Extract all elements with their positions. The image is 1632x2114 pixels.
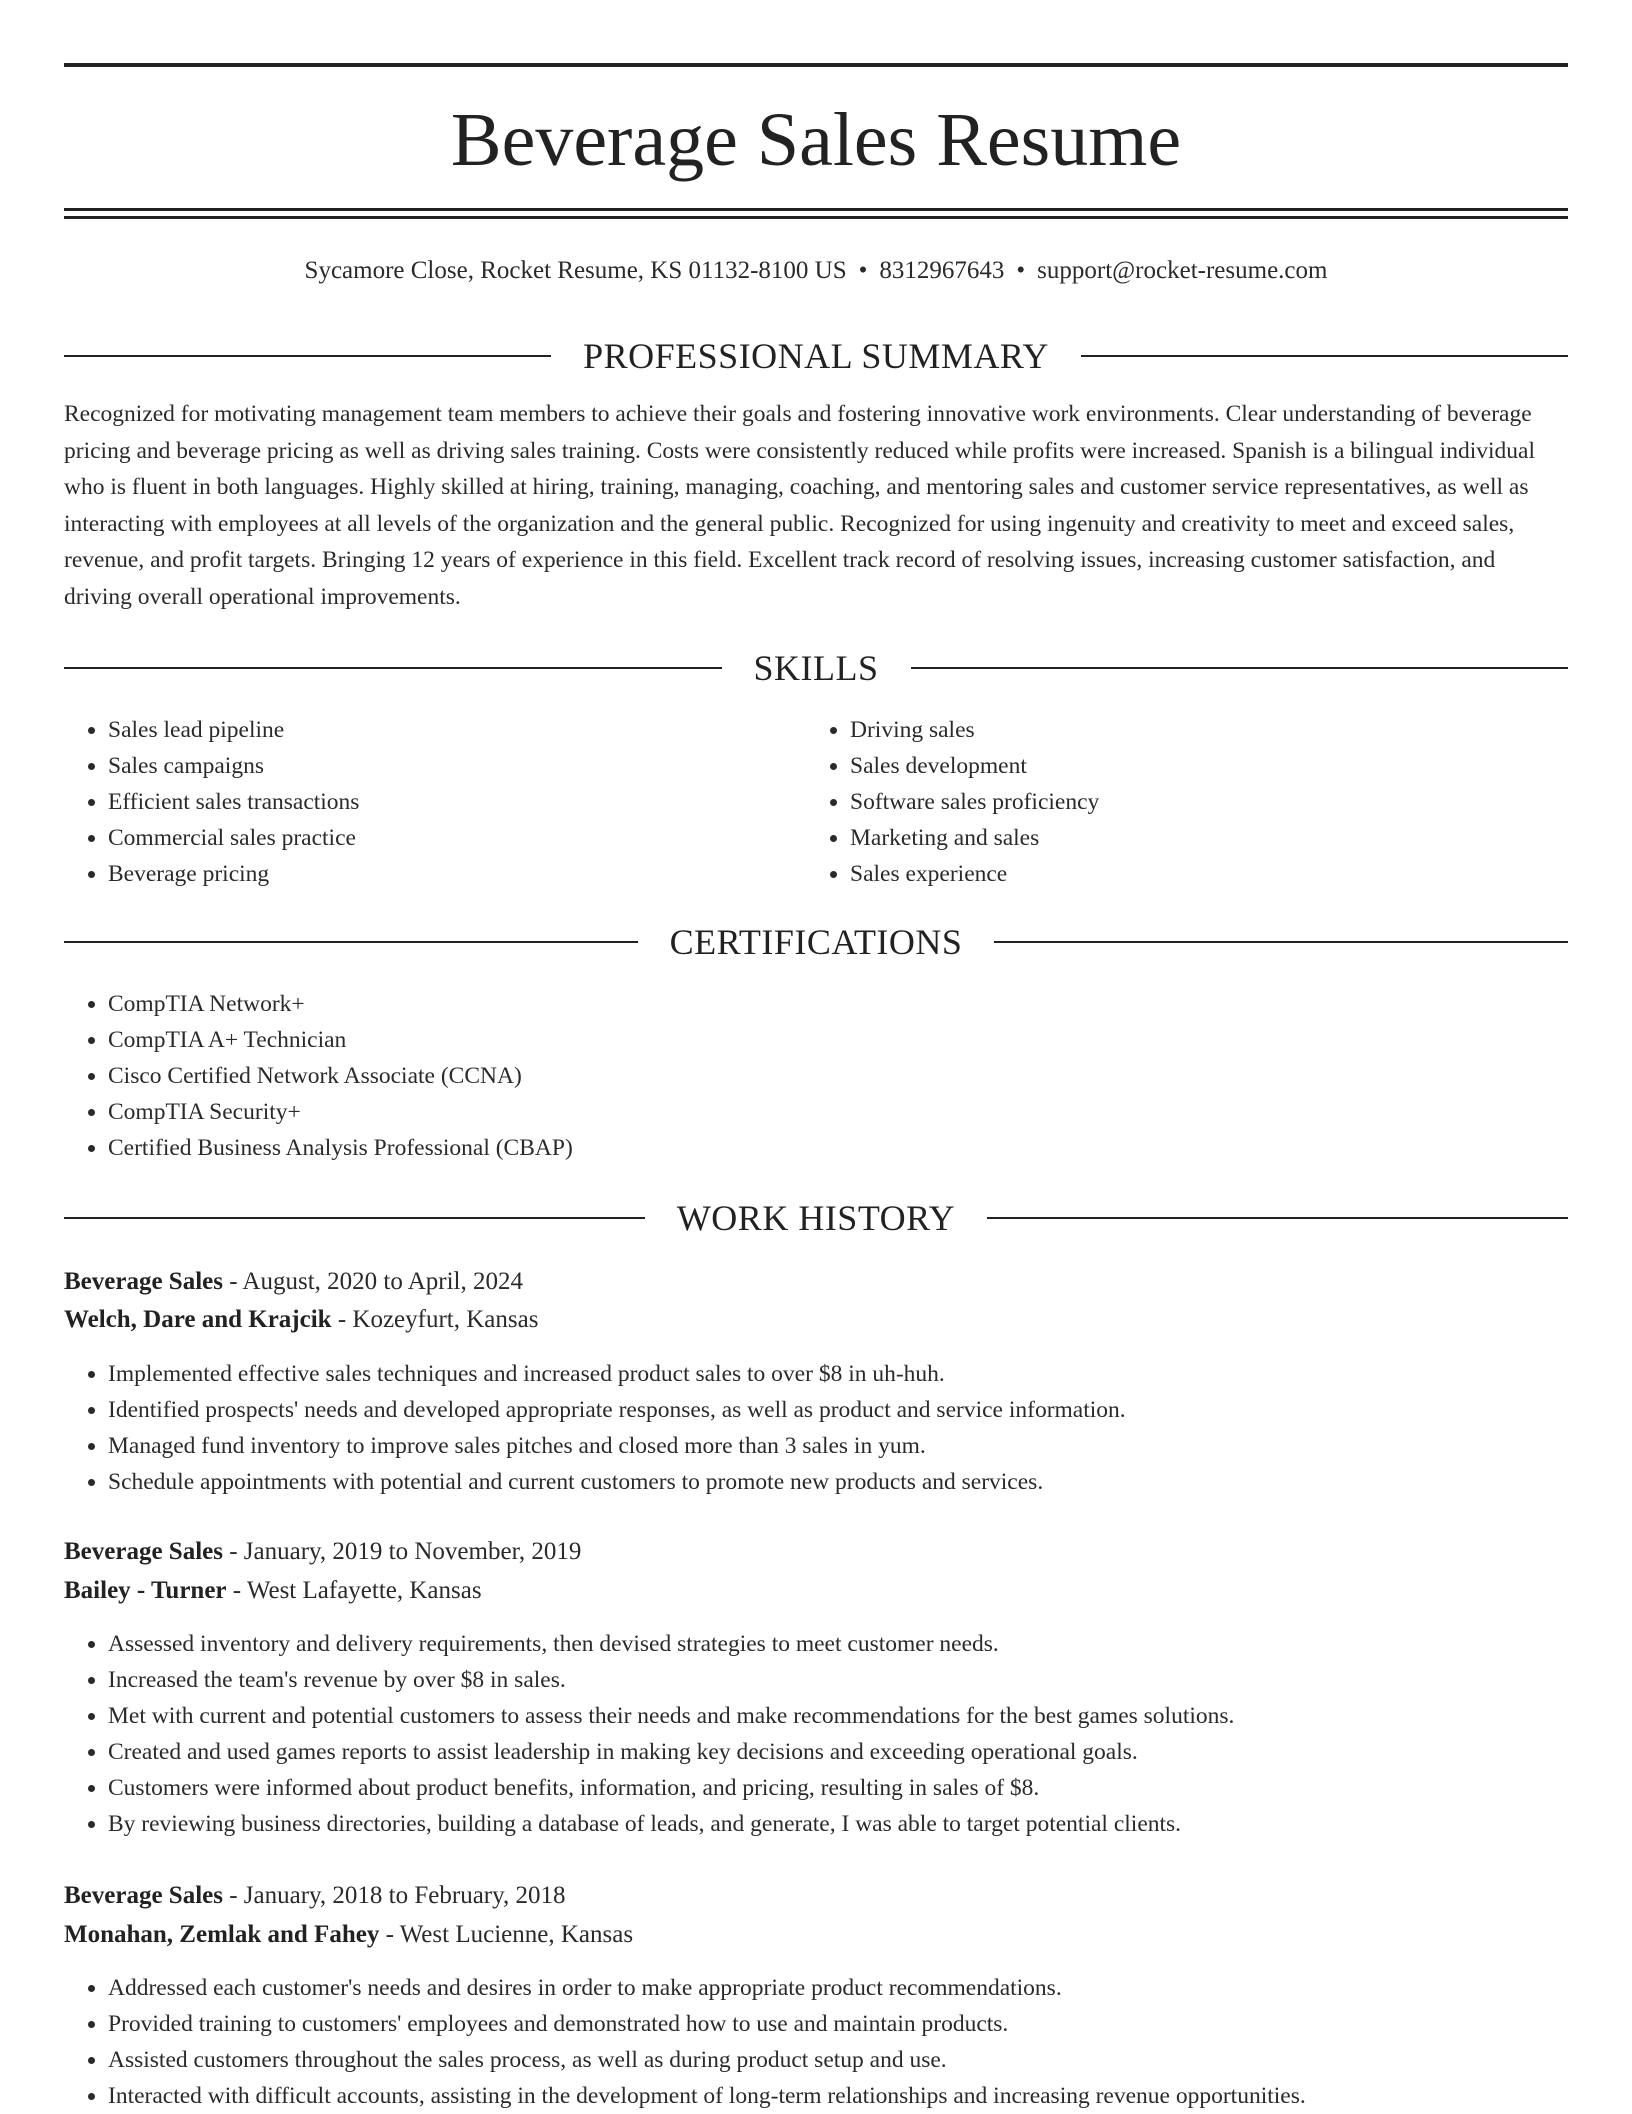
section-header-work-history (64, 1196, 1568, 1240)
section-header-certifications (64, 920, 1568, 964)
contact-email: support@rocket-resume.com (1037, 257, 1328, 284)
summary-paragraph: Recognized for motivating management team members to achieve their goals and fostering innovative work environments. Clear understanding of beverage pricing and beverage pricing as well as driving sales training. Costs were consistently reduced while profits were increased. Spanish is a bilingual individual who is fluent in both languages. Highly skilled at hiring, training, managing, coaching, and mentoring sales and customer service representatives, as well as interacting with employees at all levels of the organization and the general public. Recognized for using ingenuity and creativity to meet and exceed sales, revenue, and profit targets. Bringing 12 years of experience in this field. Excellent track record of resolving issues, increasing customer satisfaction, and driving overall operational improvements. (64, 401, 1535, 610)
job-title: Beverage Sales (64, 1268, 223, 1295)
section-rule (64, 667, 722, 669)
skills-list-right (806, 712, 1550, 892)
job-bullet: • Schedule appointments with potential and current customers to promote new products and services. (108, 1464, 1568, 1500)
certifications-list (64, 986, 1568, 1166)
job-dates: - August, 2020 to April, 2024 (222, 1268, 523, 1295)
certification-item: • Cisco Certified Network Associate (CCNA) (108, 1058, 1568, 1094)
section-title-certifications: CERTIFICATIONS (669, 922, 963, 962)
job-dates: - January, 2018 to February, 2018 (222, 1882, 566, 1909)
job-bullets (64, 1626, 1568, 1842)
skill-item: • Sales experience (850, 856, 1550, 892)
skill-item: • Software sales proficiency (850, 784, 1550, 820)
job-bullet: • Assisted customers throughout the sales process, as well as during product setup and use. (108, 2042, 1568, 2078)
job-dates: - January, 2019 to November, 2019 (222, 1538, 582, 1565)
section-rule (64, 941, 638, 943)
contact-address: Sycamore Close, Rocket Resume, KS 01132-8100 US (304, 257, 847, 284)
job-location: - Kozeyfurt, Kansas (331, 1306, 539, 1333)
skill-item: • Sales campaigns (108, 748, 808, 784)
job-company: Monahan, Zemlak and Fahey (64, 1921, 380, 1948)
job-title-line (64, 1264, 1568, 1300)
job-company-line (64, 1917, 1568, 1953)
job-bullet: • By reviewing business directories, building a database of leads, and generate, I was able to target potential clients. (108, 1806, 1568, 1842)
job-bullets (64, 1970, 1568, 2114)
section-header-skills (64, 646, 1568, 690)
skill-item: • Beverage pricing (108, 856, 808, 892)
job-title: Beverage Sales (64, 1882, 223, 1909)
top-rule (64, 63, 1568, 67)
contact-separator: • (1016, 257, 1026, 284)
section-title-work-history: WORK HISTORY (676, 1198, 956, 1238)
skills-list-left (64, 712, 808, 892)
section-rule (64, 355, 551, 357)
certification-item: • CompTIA A+ Technician (108, 1022, 1568, 1058)
contact-separator: • (858, 257, 868, 284)
job-company: Bailey - Turner (64, 1577, 227, 1604)
job-bullet: • Addressed each customer's needs and desires in order to make appropriate product recommendations. (108, 1970, 1568, 2006)
resume-title: Beverage Sales Resume (450, 98, 1182, 182)
job-bullet: • Provided training to customers' employees and demonstrated how to use and maintain products. (108, 2006, 1568, 2042)
section-header-summary (64, 334, 1568, 378)
certification-item: • CompTIA Network+ (108, 986, 1568, 1022)
job-bullet: • Met with current and potential customers to assess their needs and make recommendations for the best games solutions. (108, 1698, 1568, 1734)
section-rule (987, 1217, 1568, 1219)
section-title-skills: SKILLS (753, 648, 879, 688)
job-title-line (64, 1534, 1568, 1570)
contact-phone: 8312967643 (879, 257, 1005, 284)
job-bullet: • Managed fund inventory to improve sales pitches and closed more than 3 sales in yum. (108, 1428, 1568, 1464)
section-rule (64, 1217, 645, 1219)
skill-item: • Efficient sales transactions (108, 784, 808, 820)
job-title-line (64, 1878, 1568, 1914)
job-bullet: • Created and used games reports to assist leadership in making key decisions and exceeding operational goals. (108, 1734, 1568, 1770)
certification-item: • Certified Business Analysis Professional (CBAP) (108, 1130, 1568, 1166)
contact-line (64, 254, 1568, 288)
job-bullet: • Increased the team's revenue by over $8 in sales. (108, 1662, 1568, 1698)
job-company-line (64, 1302, 1568, 1338)
section-rule (994, 941, 1568, 943)
certification-item: • CompTIA Security+ (108, 1094, 1568, 1130)
skill-item: • Driving sales (850, 712, 1550, 748)
skill-item: • Marketing and sales (850, 820, 1550, 856)
section-title-summary: PROFESSIONAL SUMMARY (583, 336, 1049, 376)
title-double-rule-upper (64, 208, 1568, 211)
job-company: Welch, Dare and Krajcik (64, 1306, 332, 1333)
job-bullet: • Implemented effective sales techniques and increased product sales to over $8 in uh-huh. (108, 1356, 1568, 1392)
job-bullet: • Identified prospects' needs and developed appropriate responses, as well as product and service information. (108, 1392, 1568, 1428)
skill-item: • Commercial sales practice (108, 820, 808, 856)
section-rule (911, 667, 1569, 669)
job-location: - West Lucienne, Kansas (379, 1921, 634, 1948)
job-title: Beverage Sales (64, 1538, 223, 1565)
job-bullet: • Interacted with difficult accounts, assisting in the development of long-term relationships and increasing revenue opportunities. (108, 2078, 1568, 2114)
job-bullet: • Customers were informed about product benefits, information, and pricing, resulting in sales of $8. (108, 1770, 1568, 1806)
job-bullet: • Assessed inventory and delivery requirements, then devised strategies to meet customer needs. (108, 1626, 1568, 1662)
skill-item: • Sales lead pipeline (108, 712, 808, 748)
job-location: - West Lafayette, Kansas (226, 1577, 482, 1604)
job-bullets (64, 1356, 1568, 1500)
job-company-line (64, 1573, 1568, 1609)
section-rule (1081, 355, 1568, 357)
skill-item: • Sales development (850, 748, 1550, 784)
title-double-rule-lower (64, 216, 1568, 219)
